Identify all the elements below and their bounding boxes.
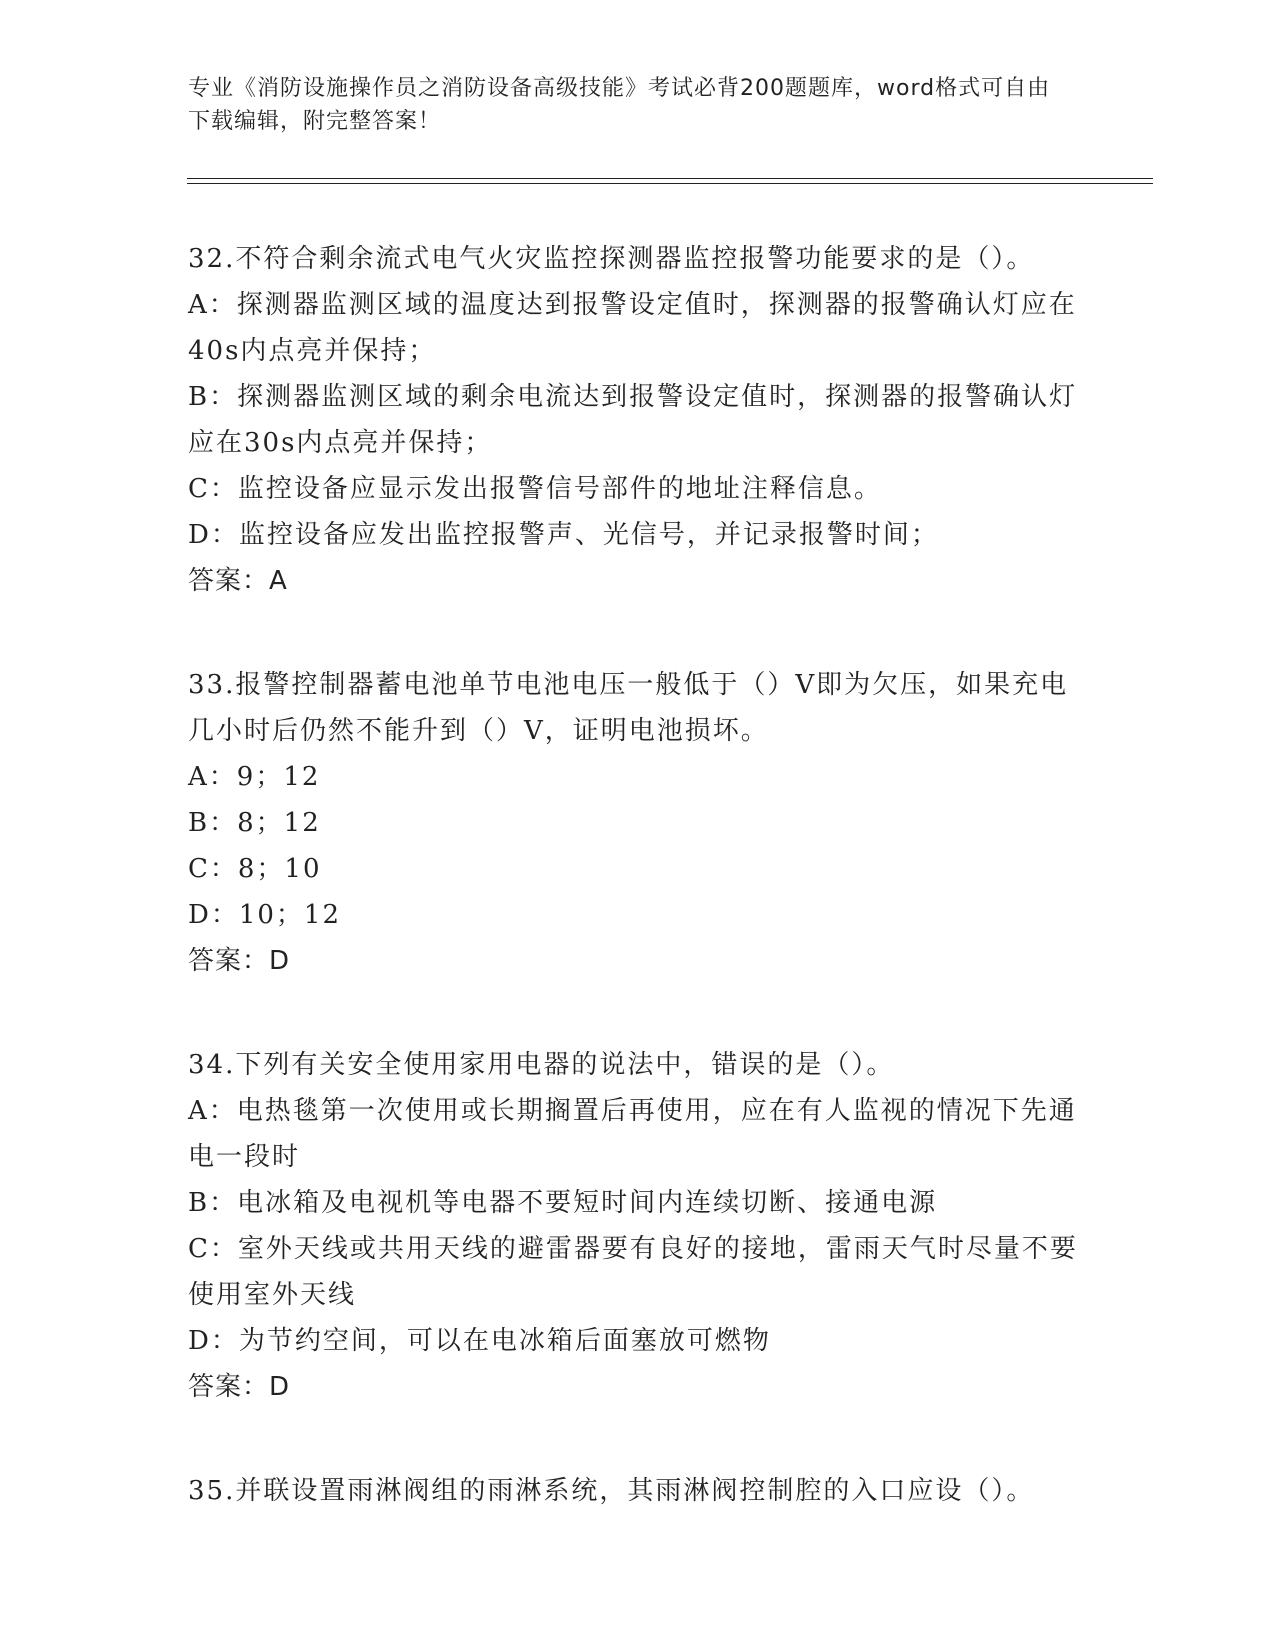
question-34	[188, 1042, 1088, 1410]
question-text: 32.不符合剩余流式电气火灾监控探测器监控报警功能要求的是（）。	[188, 244, 1035, 274]
option-a: A：电热毯第一次使用或长期搁置后再使用，应在有人监视的情况下先通电一段时	[188, 1096, 1077, 1172]
option-b: B：电冰箱及电视机等电器不要短时间内连续切断、接通电源	[188, 1188, 938, 1218]
question-text: 33.报警控制器蓄电池单节电池电压一般低于（）V即为欠压，如果充电几小时后仍然不能升到（）V，证明电池损坏。	[188, 670, 1069, 746]
option-c: C：8；10	[188, 854, 322, 884]
header-divider-bottom	[187, 183, 1153, 184]
option-c: C：室外天线或共用天线的避雷器要有良好的接地，雷雨天气时尽量不要使用室外天线	[188, 1234, 1078, 1310]
option-c: C：监控设备应显示发出报警信号部件的地址注释信息。	[188, 474, 882, 504]
answer: 答案：A	[188, 566, 288, 596]
option-a: A：9；12	[188, 762, 321, 792]
question-text: 34.下列有关安全使用家用电器的说法中，错误的是（）。	[188, 1050, 895, 1080]
option-d: D：10；12	[188, 900, 342, 930]
question-32	[188, 236, 1088, 604]
question-33	[188, 662, 1088, 984]
document-header	[188, 72, 1068, 138]
option-a: A：探测器监测区域的温度达到报警设定值时，探测器的报警确认灯应在40s内点亮并保持；	[188, 290, 1077, 366]
header-text: 专业《消防设施操作员之消防设备高级技能》考试必背200题题库，word格式可自由下载编辑，附完整答案！	[188, 76, 1051, 134]
option-d: D：监控设备应发出监控报警声、光信号，并记录报警时间；	[188, 520, 939, 550]
question-list	[188, 236, 1088, 1572]
option-b: B：探测器监测区域的剩余电流达到报警设定值时，探测器的报警确认灯应在30s内点亮并保持；	[188, 382, 1078, 458]
option-d: D：为节约空间，可以在电冰箱后面塞放可燃物	[188, 1326, 771, 1356]
header-divider-top	[187, 178, 1153, 179]
answer: 答案：D	[188, 946, 291, 976]
answer: 答案：D	[188, 1372, 291, 1402]
question-text: 35.并联设置雨淋阀组的雨淋系统，其雨淋阀控制腔的入口应设（）。	[188, 1476, 1035, 1506]
question-35	[188, 1468, 1088, 1514]
option-b: B：8；12	[188, 808, 321, 838]
